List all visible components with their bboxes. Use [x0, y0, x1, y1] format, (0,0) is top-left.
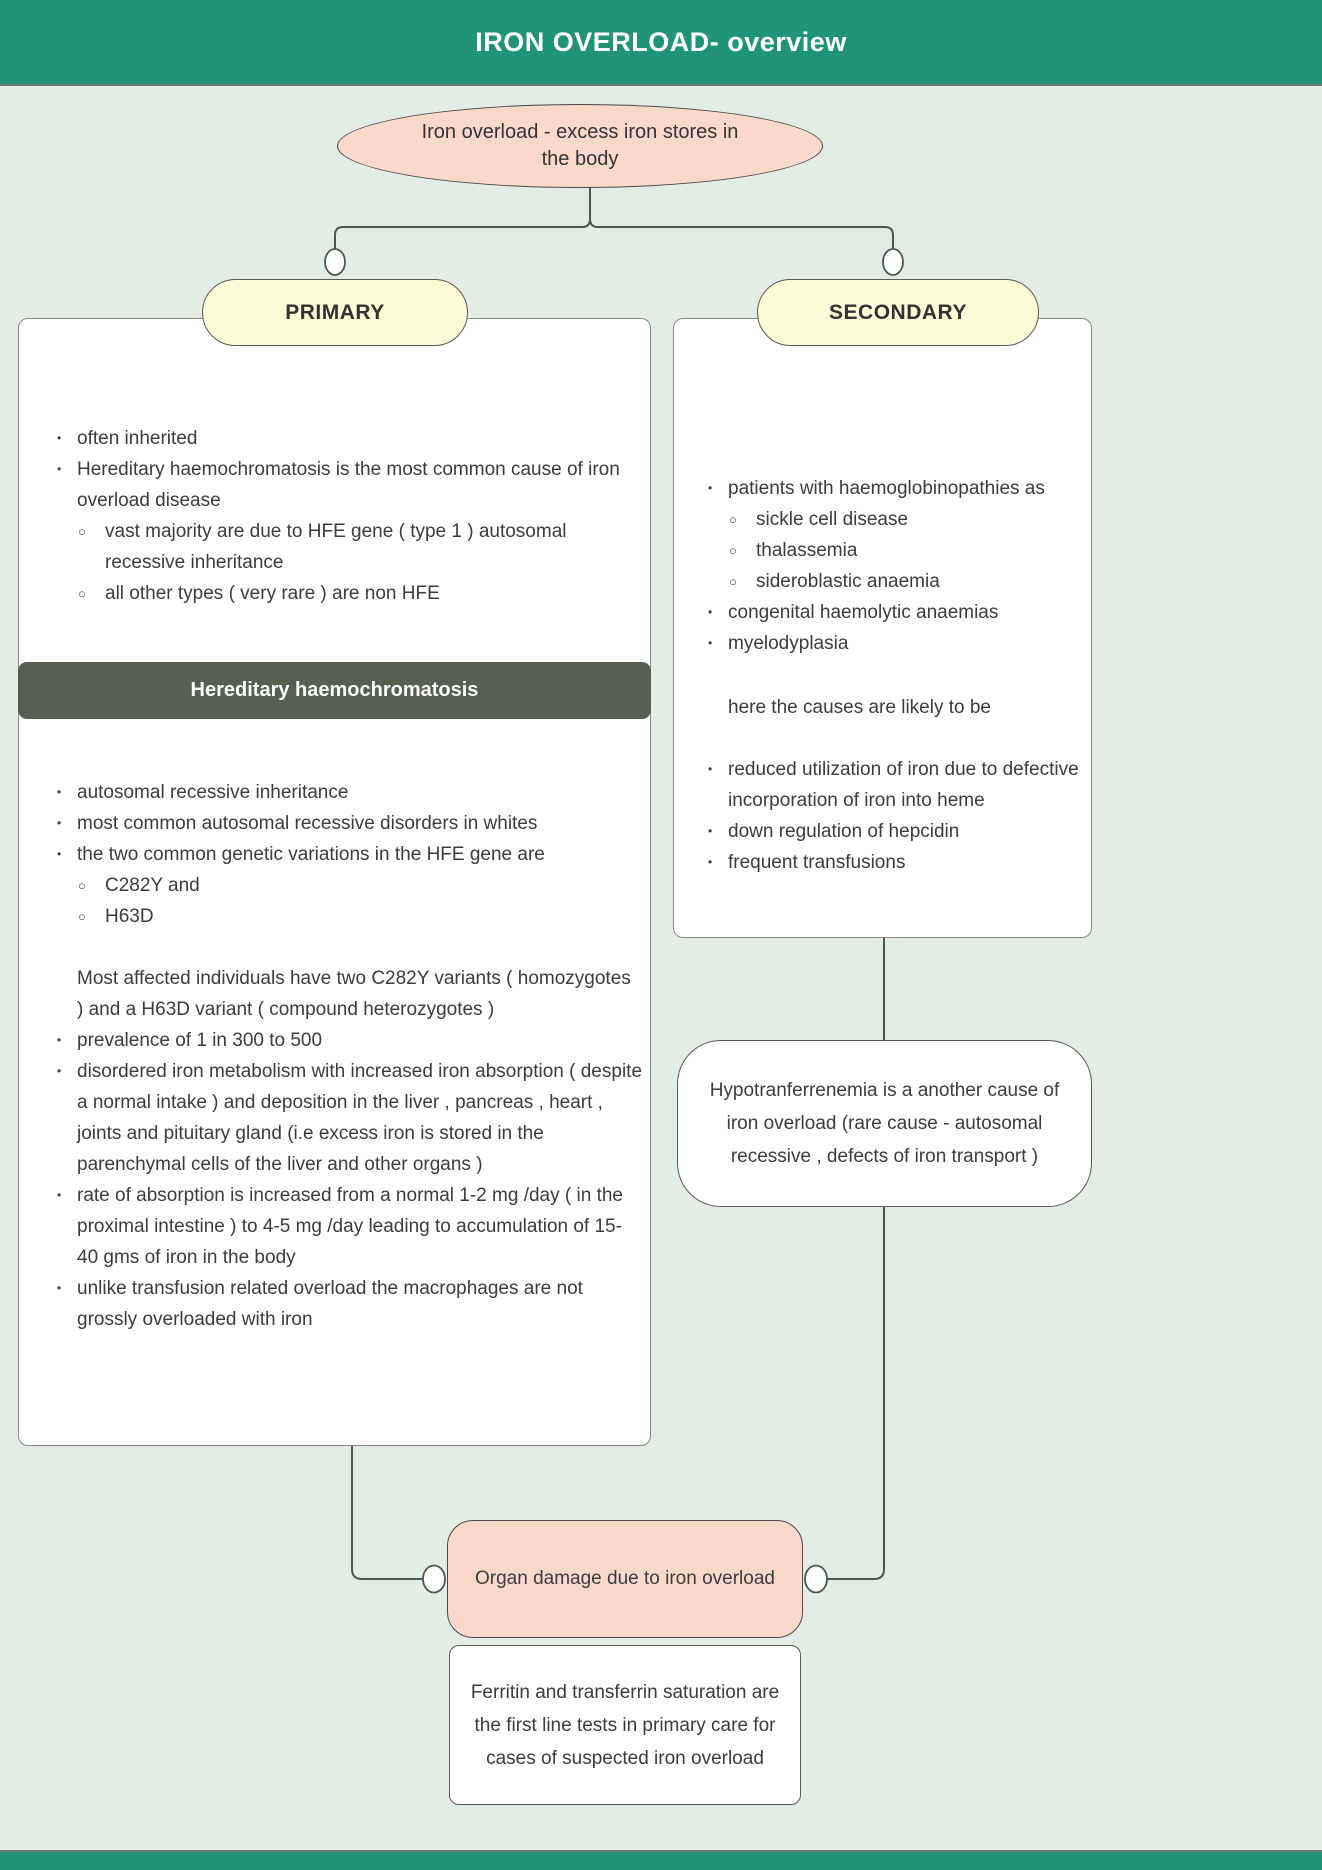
- secondary-label-text: SECONDARY: [829, 300, 967, 324]
- primary-intro-list: [37, 423, 642, 609]
- node-secondary-label: [757, 279, 1039, 346]
- hereditary-haemochromatosis-banner: [18, 662, 651, 719]
- list-item: • most common autosomal recessive disorders in whites: [37, 808, 642, 839]
- junction-dot-secondary: [883, 249, 903, 275]
- list-item: ○ sideroblastic anaemia: [688, 566, 1085, 597]
- page-title: IRON OVERLOAD- overview: [475, 26, 847, 57]
- banner-text: Hereditary haemochromatosis: [190, 679, 479, 701]
- primary-details-list: [37, 777, 642, 932]
- node-ferritin-tests: [449, 1645, 801, 1805]
- list-item: • frequent transfusions: [688, 847, 1085, 878]
- ferritin-text: Ferritin and transferrin saturation are the first line tests in primary care for cases of suspected iron overload: [470, 1681, 780, 1769]
- connector-hypo-to-organ: [827, 1205, 884, 1579]
- junction-dot-organ-left: [423, 1566, 445, 1593]
- list-item: • the two common genetic variations in the HFE gene are: [37, 839, 642, 870]
- list-item: ○ C282Y and: [37, 870, 642, 901]
- list-item: • congenital haemolytic anaemias: [688, 597, 1085, 628]
- list-item: • reduced utilization of iron due to defective incorporation of iron into heme: [688, 754, 1085, 816]
- primary-details-section: [37, 777, 642, 1335]
- list-item: ○ thalassemia: [688, 535, 1085, 566]
- list-item: • autosomal recessive inheritance: [37, 777, 642, 808]
- primary-more-list: [37, 1025, 642, 1335]
- node-hypotransferrinemia: [677, 1040, 1092, 1207]
- junction-dot-primary: [325, 249, 345, 275]
- node-root: [337, 104, 823, 188]
- secondary-list-2: [688, 754, 1085, 878]
- hypo-text: Hypotranferrenemia is a another cause of iron overload (rare cause - autosomal recessive , defects of iron transport ): [709, 1080, 1060, 1167]
- secondary-list: [688, 473, 1085, 659]
- list-item: ○ all other types ( very rare ) are non HFE: [37, 578, 642, 609]
- primary-paragraph: Most affected individuals have two C282Y variants ( homozygotes ) and a H63D variant ( compound heterozygotes ): [77, 968, 631, 1020]
- list-item: • myelodyplasia: [688, 628, 1085, 659]
- list-item: ○ H63D: [37, 901, 642, 932]
- secondary-content: [688, 473, 1085, 878]
- node-primary-label: [202, 279, 468, 346]
- node-organ-damage: [447, 1520, 803, 1638]
- junction-dot-organ-right: [805, 1566, 827, 1593]
- list-item: • patients with haemoglobinopathies as: [688, 473, 1085, 504]
- list-item: • down regulation of hepcidin: [688, 816, 1085, 847]
- list-item: • rate of absorption is increased from a normal 1-2 mg /day ( in the proximal intestine ) to 4-5 mg /day leading to accumulation of 15-40 gms of iron in the body: [37, 1180, 642, 1273]
- list-item: • prevalence of 1 in 300 to 500: [37, 1025, 642, 1056]
- node-root-text: Iron overload - excess iron stores in the body: [421, 121, 739, 170]
- list-item: • often inherited: [37, 423, 642, 454]
- list-item: • unlike transfusion related overload the macrophages are not grossly overloaded with iron: [37, 1273, 642, 1335]
- primary-label-text: PRIMARY: [285, 300, 385, 324]
- organ-damage-text: Organ damage due to iron overload: [475, 1568, 775, 1589]
- secondary-note: here the causes are likely to be: [728, 697, 991, 718]
- list-item: ○ vast majority are due to HFE gene ( type 1 ) autosomal recessive inheritance: [37, 516, 642, 578]
- primary-box: [18, 318, 651, 1446]
- list-item: ○ sickle cell disease: [688, 504, 1085, 535]
- connector-branch: [335, 219, 893, 249]
- secondary-box: [673, 318, 1092, 938]
- list-item: • Hereditary haemochromatosis is the most common cause of iron overload disease: [37, 454, 642, 516]
- connector-primary-to-organ: [352, 1446, 423, 1579]
- list-item: • disordered iron metabolism with increased iron absorption ( despite a normal intake ) and deposition in the liver , pancreas , heart , joints and pituitary gland (i.e excess iron is stored in the parenchymal cells of the liver and other organs ): [37, 1056, 642, 1180]
